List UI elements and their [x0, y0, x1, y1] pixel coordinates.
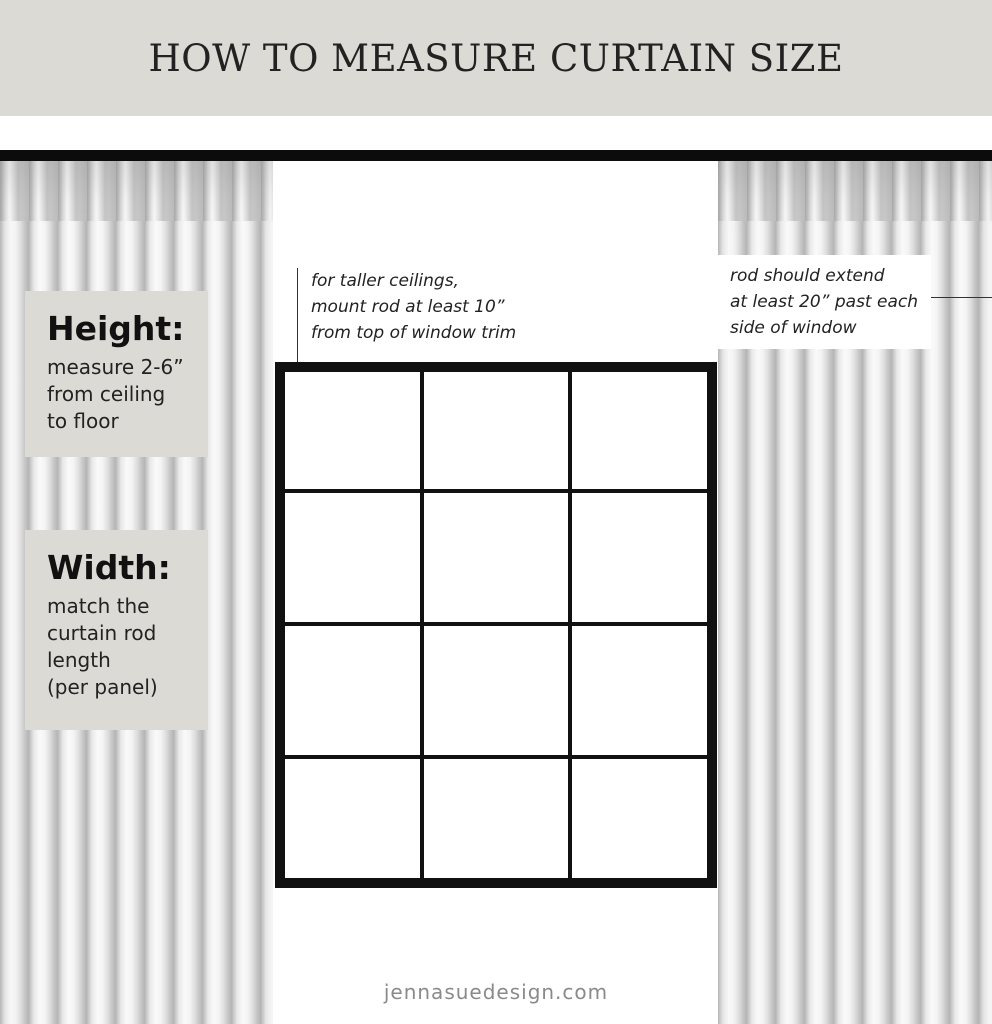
width-description: match the curtain rod length (per panel) [47, 594, 158, 699]
rod-note-leader-line [931, 297, 992, 298]
window-mullion-horizontal [285, 489, 707, 493]
window-mullion-horizontal [285, 622, 707, 626]
right-curtain-pleats [718, 161, 992, 221]
window-frame [275, 362, 717, 888]
height-label-box [25, 291, 208, 457]
height-heading: Height: [47, 309, 185, 348]
height-description: measure 2-6” from ceiling to floor [47, 355, 184, 433]
website-credit: jennasuedesign.com [383, 980, 609, 1004]
width-label-box [25, 530, 208, 730]
width-heading: Width: [47, 548, 171, 587]
curtain-rod [0, 150, 992, 161]
rod-extension-note: rod should extend at least 20” past each side of window [718, 255, 931, 349]
page-title: HOW TO MEASURE CURTAIN SIZE [148, 36, 844, 80]
header-banner [0, 0, 992, 116]
window-mullion-horizontal [285, 755, 707, 759]
ceiling-mount-note: for taller ceilings, mount rod at least 10” from top of window trim [311, 271, 517, 343]
left-curtain-pleats [0, 161, 273, 221]
ceiling-note-leader-line [297, 268, 298, 363]
